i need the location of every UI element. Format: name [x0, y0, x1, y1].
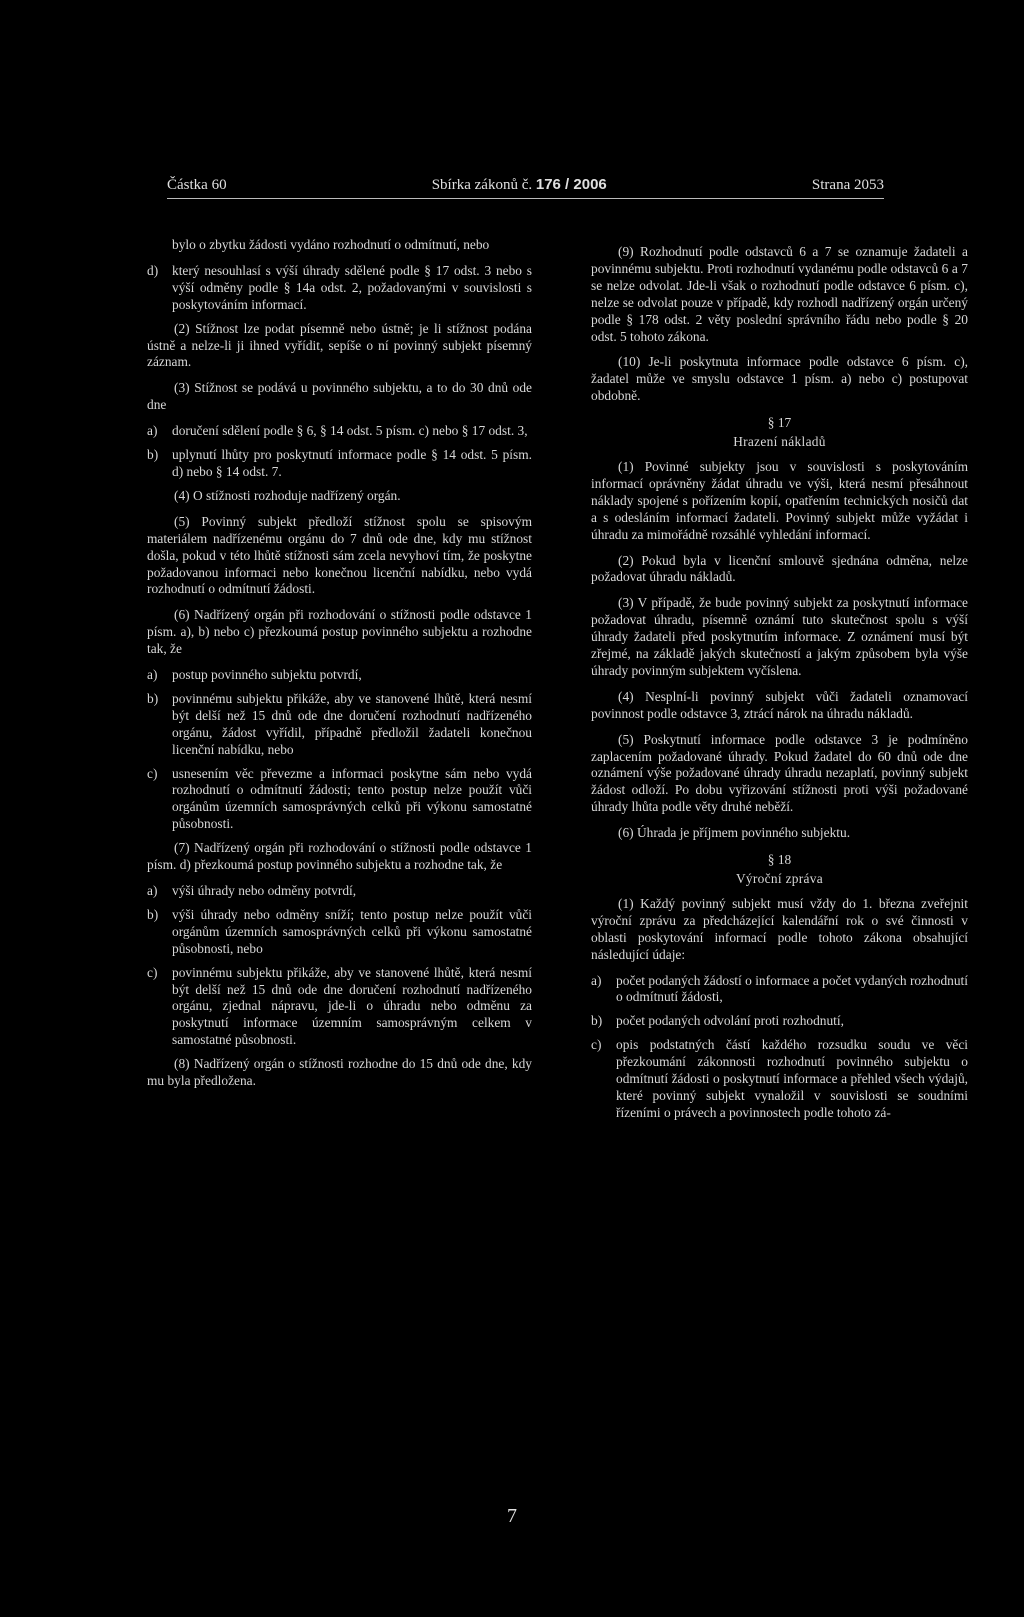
- list-item: [591, 1037, 968, 1122]
- header-issue: Částka 60: [167, 177, 227, 193]
- paragraph: (6) Úhrada je příjmem povinného subjektu.: [618, 825, 851, 841]
- list-item-text: usnesením věc převezme a informaci poskytne sám nebo vydá rozhodnutí o odmítnutí žádosti; tento postup nelze použít vůči orgánům územních samosprávných celků při výkonu samostatné působnosti.: [172, 765, 532, 832]
- paragraph: (8) Nadřízený orgán o stížnosti rozhodne do 15 dnů ode dne, kdy mu byla předložena.: [147, 1056, 532, 1089]
- list-item: [147, 667, 532, 684]
- list-item: [147, 691, 532, 759]
- list-item-text: výši úhrady nebo odměny potvrdí,: [172, 883, 357, 898]
- paragraph: (3) V případě, že bude povinný subjekt za poskytnutí informace požadovat úhradu, písemně oznámí tuto skutečnost spolu s výší úhrady žadateli před poskytnutím informace. Z oznámení musí být zřejmé, na základě jakých skutečností a jakým způsobem byla výše úhrady povinným subjektem vyčíslena.: [591, 595, 968, 678]
- list-item-text: který nesouhlasí s výší úhrady sdělené podle § 17 odst. 3 nebo s výší odměny podle § 14a odst. 2, požadovanými v souvislosti s poskytováním informací.: [172, 262, 532, 312]
- list-item-label: a): [147, 667, 158, 683]
- header-collection-prefix: Sbírka zákonů č.: [431, 177, 533, 193]
- section-number: § 17: [767, 415, 792, 431]
- paragraph: (7) Nadřízený orgán při rozhodování o stížnosti podle odstavce 1 písm. d) přezkoumá postup povinného subjektu a rozhodne tak, že: [147, 840, 532, 873]
- header-law-number: 176 / 2006: [535, 176, 607, 193]
- list-item: [147, 263, 532, 314]
- list-item: [147, 965, 532, 1050]
- list-item: [591, 973, 968, 1007]
- list-item: [147, 883, 532, 900]
- list-item-label: a): [591, 972, 602, 988]
- paragraph: (4) O stížnosti rozhoduje nadřízený orgán.: [174, 487, 401, 503]
- list-item-label: b): [147, 690, 159, 706]
- list-item: [147, 447, 532, 481]
- section-title: Hrazení nákladů: [733, 434, 826, 450]
- paragraph: (10) Je-li poskytnuta informace podle odstavce 6 písm. c), žadatel může ve smyslu odstavce 1 písm. a) nebo c) postupovat obdobně.: [591, 354, 968, 404]
- paragraph: (4) Nesplní-li povinný subjekt vůči žadateli oznamovací povinnost podle odstavce 3, ztrácí nárok na úhradu nákladů.: [591, 688, 968, 721]
- page-number: 7: [507, 1505, 517, 1527]
- list-item-label: b): [591, 1013, 603, 1029]
- list-item: [591, 1013, 968, 1030]
- paragraph: (2) Pokud byla v licenční smlouvě sjednána odměna, nelze požadovat úhradu nákladů.: [591, 552, 968, 585]
- list-item-text: doručení sdělení podle § 6, § 14 odst. 5 písm. c) nebo § 17 odst. 3,: [172, 423, 528, 439]
- paragraph: (1) Povinné subjekty jsou v souvislosti s poskytováním informací oprávněny žádat úhradu ve výši, která nesmí přesáhnout náklady spojené s pořízením kopií, opatřením technických nosičů dat a s odesláním informací žadateli. Povinný subjekt může vyžádat i úhradu za mimořádně rozsáhlé vyhledání informací.: [591, 458, 968, 542]
- list-item-text: povinnému subjektu přikáže, aby ve stanovené lhůtě, která nesmí být delší než 15 dnů ode dne doručení rozhodnutí nadřízeného orgánu, zjednal nápravu, jde-li o úhradu nebo odměnu za poskytnutí informace územním samosprávným celkem v samostatné působnosti.: [172, 964, 532, 1048]
- list-item-text: výši úhrady nebo odměny sníží; tento postup nelze použít vůči orgánům územních samosprávných celků při výkonu samostatné působnosti, nebo: [172, 906, 532, 956]
- list-item-label: a): [147, 883, 158, 898]
- paragraph: (3) Stížnost se podává u povinného subjektu, a to do 30 dnů ode dne: [147, 380, 532, 413]
- right-column: [591, 244, 968, 1129]
- list-item-label: a): [147, 423, 158, 439]
- list-item: [147, 423, 532, 440]
- list-item-text: povinnému subjektu přikáže, aby ve stanovené lhůtě, která nesmí být delší než 15 dnů ode dne doručení rozhodnutí nadřízeného orgánu, žádost vyřídil, případně předložil žadateli konečnou licenční nabídku, nebo: [172, 690, 532, 757]
- left-column: [147, 237, 532, 1099]
- section-title: Výroční zpráva: [735, 871, 824, 886]
- paragraph: (5) Povinný subjekt předloží stížnost spolu se spisovým materiálem nadřízenému orgánu do 7 dnů ode dne, kdy mu stížnost došla, pokud v této lhůtě stížnosti sám zcela nevyhoví tím, že poskytne požadovanou informaci nebo konečnou licenční nabídku, nebo vydá rozhodnutí o odmítnutí žádosti.: [147, 513, 532, 597]
- paragraph: (1) Každý povinný subjekt musí vždy do 1. března zveřejnit výroční zprávu za předcházející kalendářní rok o své činnosti v oblasti poskytování informací podle tohoto zákona obsahující následující údaje:: [591, 895, 968, 962]
- paragraph: (5) Poskytnutí informace podle odstavce 3 je podmíněno zaplacením požadované úhrady. Pokud žadatel do 60 dnů ode dne oznámení výše požadované úhrady úhradu nezaplatí, povinný subjekt žádost odloží. Po dobu vyřizování stížnosti proti výši požadované úhrady lhůta podle věty druhé neběží.: [591, 731, 968, 815]
- list-item: [147, 766, 532, 834]
- list-item-text: počet podaných žádostí o informace a počet vydaných rozhodnutí o odmítnutí žádosti,: [616, 972, 968, 1005]
- list-item-label: c): [591, 1037, 602, 1053]
- header-collection: [432, 176, 607, 194]
- list-item-label: c): [147, 964, 158, 980]
- page-header: [167, 176, 884, 194]
- paragraph: (2) Stížnost lze podat písemně nebo ústně; je li stížnost podána ústně a nelze-li ji ihned vyřídit, sepíše o ní povinný subjekt písemný záznam.: [147, 320, 532, 370]
- paragraph: (6) Nadřízený orgán při rozhodování o stížnosti podle odstavce 1 písm. a), b) nebo c) přezkoumá postup povinného subjektu a rozhodne tak, že: [147, 607, 532, 657]
- list-item-text: počet podaných odvolání proti rozhodnutí,: [616, 1013, 844, 1029]
- list-item-text: postup povinného subjektu potvrdí,: [172, 667, 362, 683]
- list-item-text: uplynutí lhůty pro poskytnutí informace podle § 14 odst. 5 písm. d) nebo § 14 odst. 7.: [172, 447, 532, 479]
- list-item-label: d): [147, 262, 159, 278]
- header-rule: [167, 198, 884, 199]
- header-page: Strana 2053: [811, 177, 884, 193]
- list-item-label: b): [147, 906, 159, 922]
- section-number: § 18: [767, 852, 792, 868]
- continued-text: bylo o zbytku žádosti vydáno rozhodnutí o odmítnutí, nebo: [172, 237, 490, 252]
- list-item: [147, 907, 532, 958]
- list-item-label: c): [147, 765, 158, 781]
- paragraph: (9) Rozhodnutí podle odstavců 6 a 7 se oznamuje žadateli a povinnému subjektu. Proti rozhodnutí vydanému podle odstavců 6 a 7 se nelze odvolat. Jde-li však o rozhodnutí podle odstavce 6 písm. c), nelze se odvolat pouze v případě, kdy rozhodl nadřízený orgán určený podle § 178 odst. 2 věty poslední správního řádu nebo podle § 20 odst. 5 tohoto zákona.: [591, 244, 968, 344]
- list-item-text: opis podstatných částí každého rozsudku soudu ve věci přezkoumání zákonnosti rozhodnutí povinného subjektu o odmítnutí žádosti o poskytnutí informace a přehled všech výdajů, které povinný subjekt vynaložil v souvislosti se soudními řízeními o právech a povinnostech podle tohoto zá-: [616, 1037, 968, 1120]
- list-item-label: b): [147, 447, 159, 463]
